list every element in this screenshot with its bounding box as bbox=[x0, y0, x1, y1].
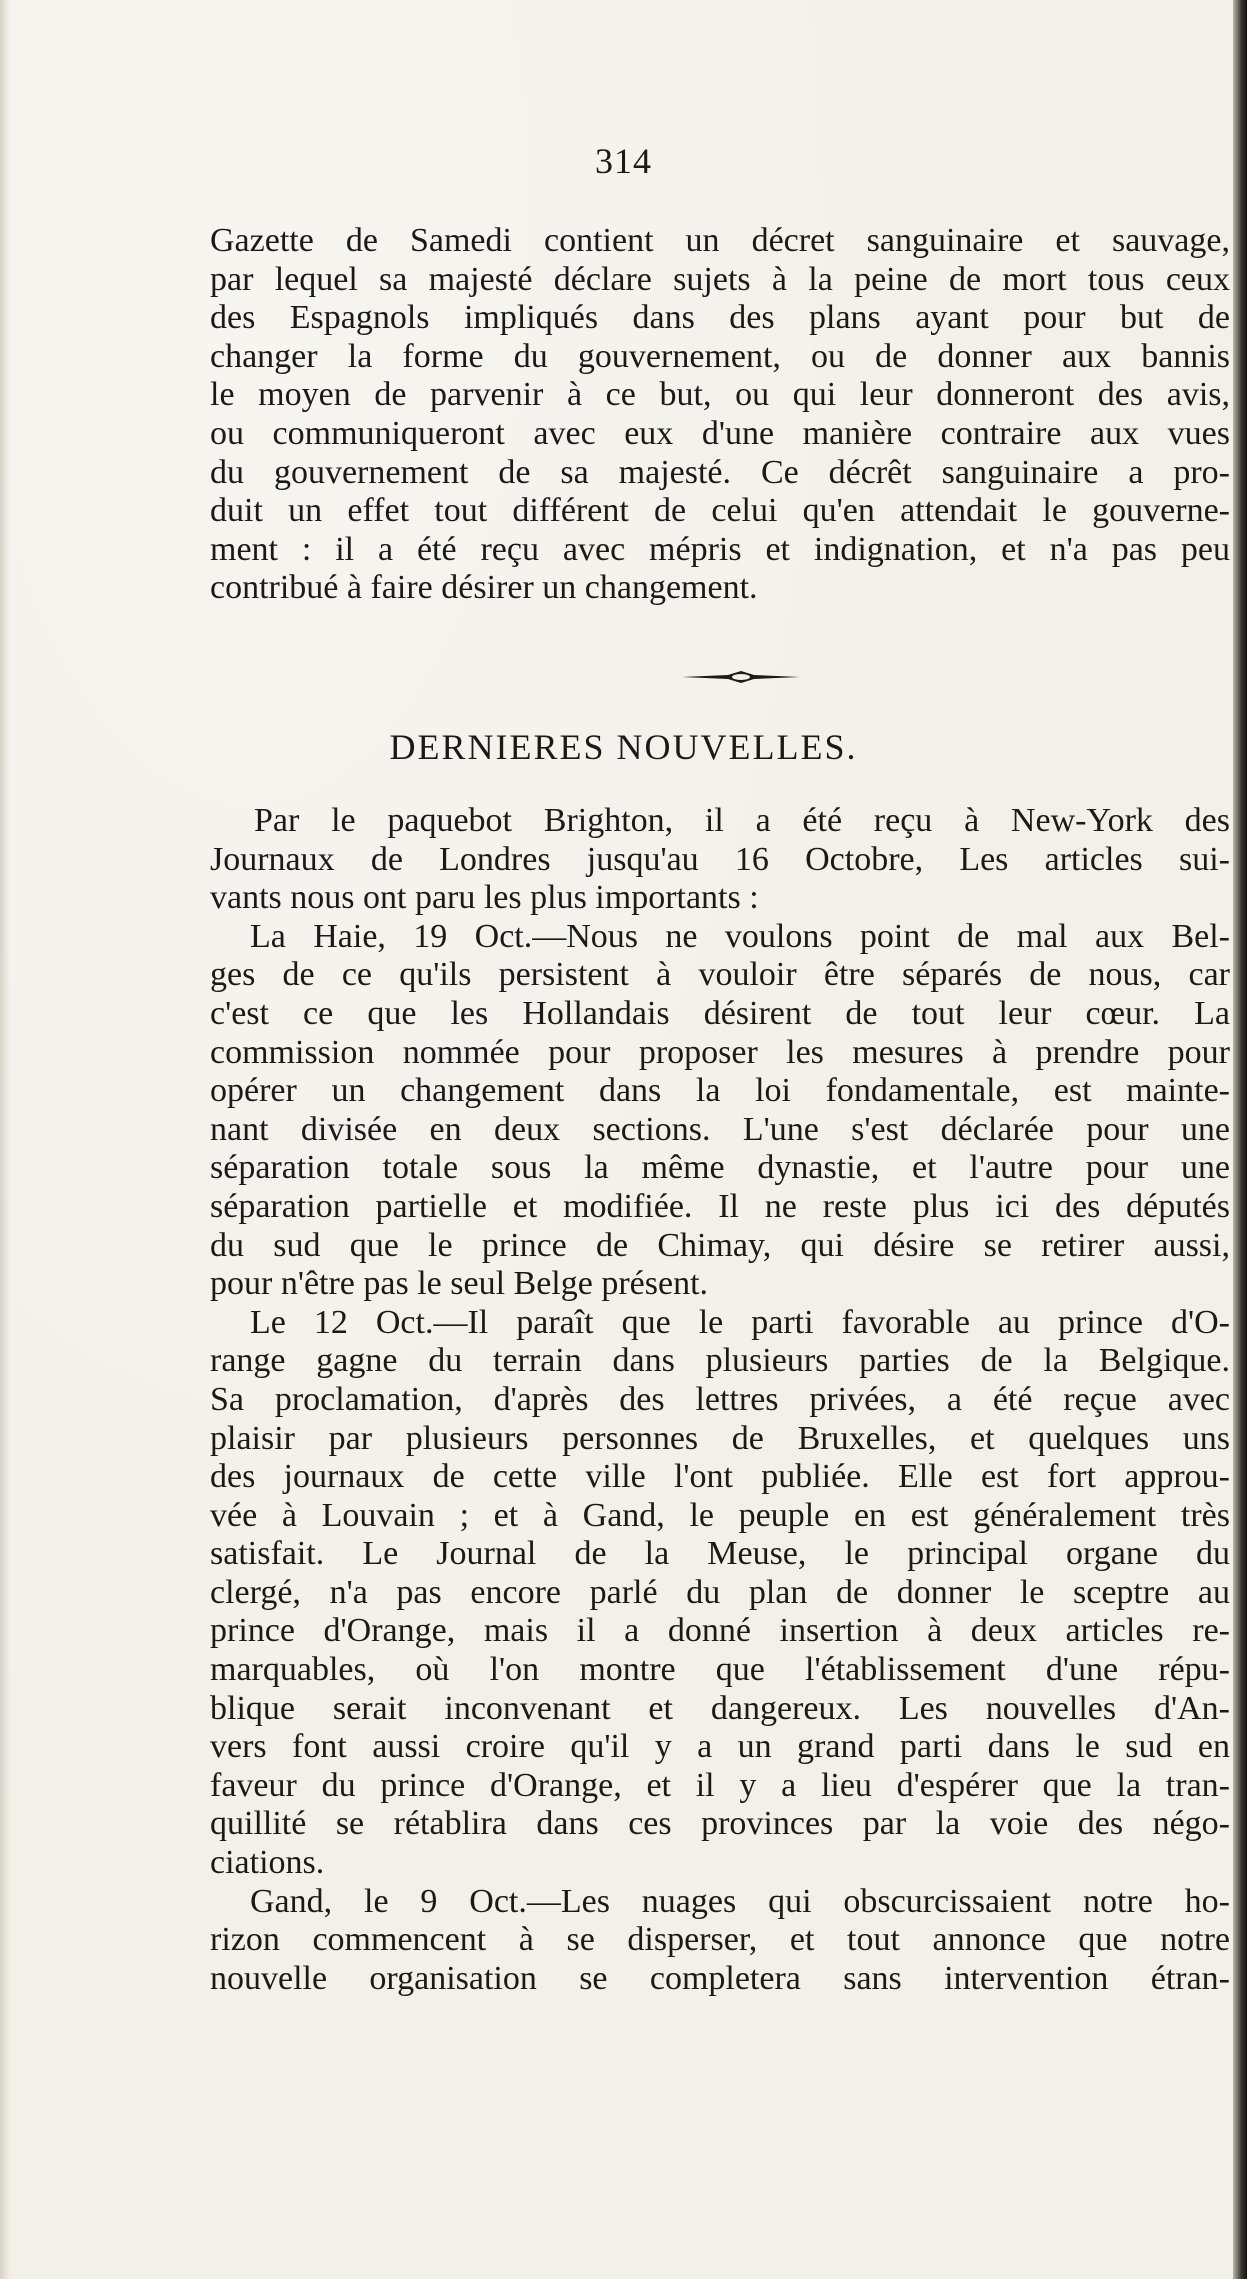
section-heading: DERNIERES NOUVELLES. bbox=[389, 727, 858, 767]
text-line: La Haie, 19 Oct.—Nous ne voulons point de mal aux Bel- bbox=[250, 917, 1230, 955]
page-number: 314 bbox=[595, 141, 652, 181]
text-line: Gazette de Samedi contient un décret sanguinaire et sauvage, bbox=[210, 222, 1230, 259]
paragraph-1 bbox=[210, 222, 1230, 608]
text-line: c'est ce que les Hollandais désirent de tout leur cœur. La bbox=[210, 994, 1230, 1032]
text-line: des journaux de cette ville l'ont publiée. Elle est fort approu- bbox=[210, 1458, 1230, 1496]
text-line: opérer un changement dans la loi fondamentale, est mainte- bbox=[210, 1072, 1230, 1110]
text-line: faveur du prince d'Orange, et il y a lieu d'espérer que la tran- bbox=[210, 1766, 1230, 1804]
book-spine-edge bbox=[1233, 0, 1247, 2279]
text-line: des Espagnols impliqués dans des plans ayant pour but de bbox=[210, 299, 1230, 337]
text-line: changer la forme du gouvernement, ou de donner aux bannis bbox=[210, 337, 1230, 375]
text-line: ges de ce qu'ils persistent à vouloir être séparés de nous, car bbox=[210, 956, 1230, 994]
text-line: quillité se rétablira dans ces provinces par la voie des négo- bbox=[210, 1805, 1230, 1843]
text-line: prince d'Orange, mais il a donné insertion à deux articles re- bbox=[210, 1612, 1230, 1650]
text-line: Le 12 Oct.—Il paraît que le parti favorable au prince d'O- bbox=[250, 1303, 1230, 1341]
text-line: par lequel sa majesté déclare sujets à la peine de mort tous ceux bbox=[210, 260, 1230, 298]
text-line: ou communiqueront avec eux d'une manière contraire aux vues bbox=[210, 414, 1230, 452]
text-line: du gouvernement de sa majesté. Ce décrêt sanguinaire a pro- bbox=[210, 453, 1230, 491]
text-line: ment : il a été reçu avec mépris et indignation, et n'a pas peu bbox=[210, 530, 1230, 568]
text-line: plaisir par plusieurs personnes de Bruxelles, et quelques uns bbox=[210, 1419, 1230, 1457]
text-line: séparation totale sous la même dynastie, et l'autre pour une bbox=[210, 1149, 1230, 1187]
text-line: nouvelle organisation se completera sans intervention étran- bbox=[210, 1959, 1230, 1997]
text-line: commission nommée pour proposer les mesures à prendre pour bbox=[210, 1033, 1230, 1071]
page-left-edge bbox=[0, 0, 10, 2279]
text-line: vers font aussi croire qu'il y a un grand parti dans le sud en bbox=[210, 1728, 1230, 1766]
text-line: ciations. bbox=[210, 1844, 325, 1882]
text-line: vée à Louvain ; et à Gand, le peuple en est généralement très bbox=[210, 1496, 1230, 1534]
text-line: Sa proclamation, d'après des lettres privées, a été reçue avec bbox=[210, 1380, 1230, 1418]
paragraph-2 bbox=[210, 802, 1230, 1998]
text-line: Par le paquebot Brighton, il a été reçu à New-York des bbox=[254, 802, 1230, 839]
text-line: nant divisée en deux sections. L'une s'est déclarée pour une bbox=[210, 1110, 1230, 1148]
text-line: clergé, n'a pas encore parlé du plan de donner le sceptre au bbox=[210, 1573, 1230, 1611]
text-line: le moyen de parvenir à ce but, ou qui leur donneront des avis, bbox=[210, 376, 1230, 414]
text-line: duit un effet tout différent de celui qu'en attendait le gouverne- bbox=[210, 492, 1230, 530]
text-line: blique serait inconvenant et dangereux. Les nouvelles d'An- bbox=[210, 1689, 1230, 1727]
text-line: vants nous ont paru les plus importants : bbox=[210, 879, 759, 917]
text-line: pour n'être pas le seul Belge présent. bbox=[210, 1265, 709, 1303]
text-line: Gand, le 9 Oct.—Les nuages qui obscurcissaient notre ho- bbox=[250, 1882, 1230, 1920]
text-line: contribué à faire désirer un changement. bbox=[210, 569, 758, 607]
text-line: satisfait. Le Journal de la Meuse, le principal organe du bbox=[210, 1535, 1230, 1573]
text-line: marquables, où l'on montre que l'établissement d'une répu- bbox=[210, 1651, 1230, 1689]
ornamental-divider bbox=[682, 670, 800, 684]
text-line: rizon commencent à se disperser, et tout annonce que notre bbox=[210, 1921, 1230, 1959]
text-line: séparation partielle et modifiée. Il ne reste plus ici des députés bbox=[210, 1187, 1230, 1225]
text-line: range gagne du terrain dans plusieurs parties de la Belgique. bbox=[210, 1342, 1230, 1380]
text-line: Journaux de Londres jusqu'au 16 Octobre, Les articles sui- bbox=[210, 840, 1230, 878]
text-line: du sud que le prince de Chimay, qui désire se retirer aussi, bbox=[210, 1226, 1230, 1264]
